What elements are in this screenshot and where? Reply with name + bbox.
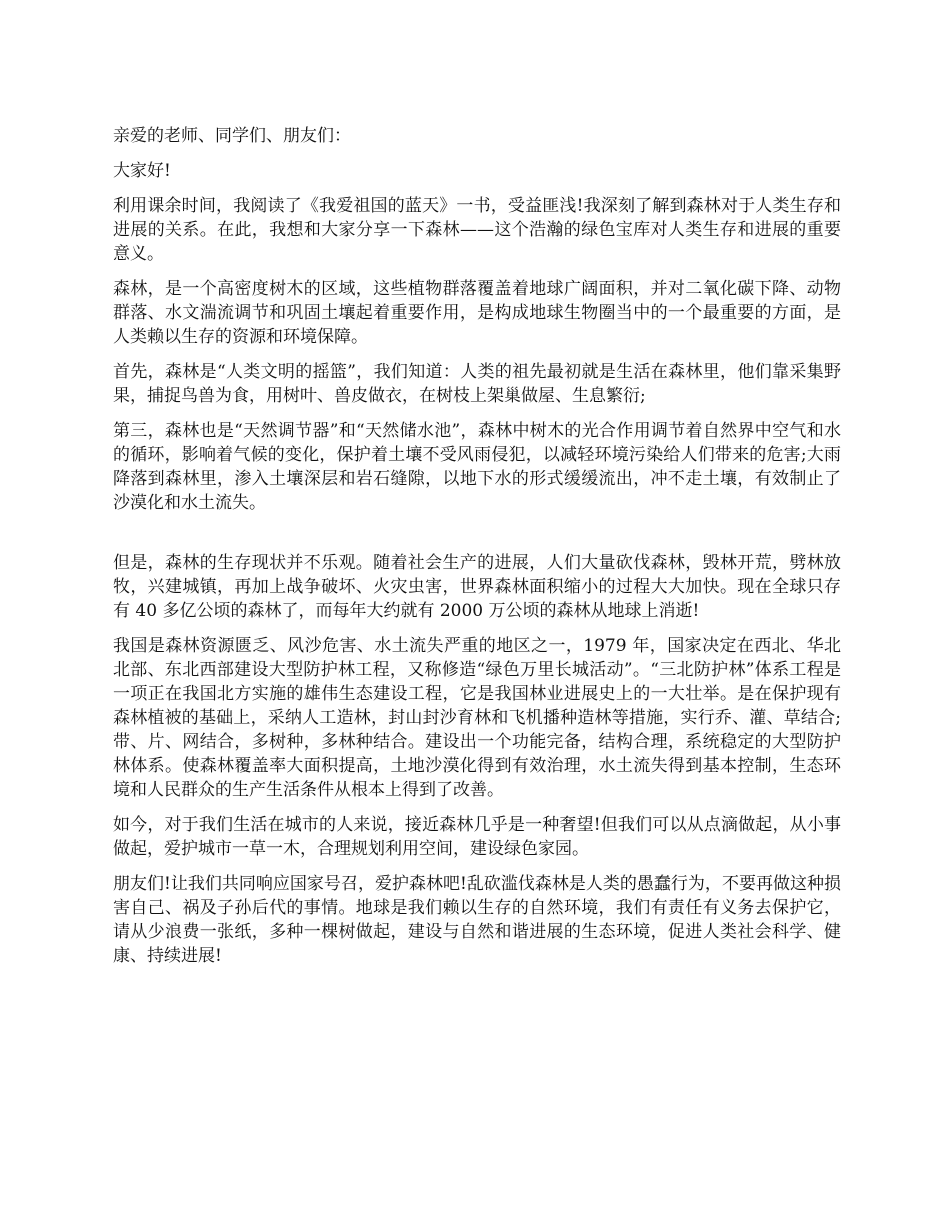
paragraph-city-life: 如今，对于我们生活在城市的人来说，接近森林几乎是一种奢望!但我们可以从点滴做起，从小事做起，爱护城市一草一木，合理规划利用空间，建设绿色家园。 bbox=[113, 815, 841, 859]
paragraph-natural-regulator: 第三，森林也是“天然调节器”和“天然储水池”，森林中树木的光合作用调节着自然界中空气和水的循环，影响着气候的变化，保护着土壤不受风雨侵犯，以减轻环境污染给人们带来的危害;大雨降落到森林里，渗入土壤深层和岩石缝隙，以地下水的形式缓缓流出，冲不走土壤，有效制止了沙漠化和水土流失。 bbox=[113, 421, 841, 513]
document-body bbox=[113, 124, 841, 979]
section-gap bbox=[113, 526, 841, 551]
paragraph-forest-definition: 森林，是一个高密度树木的区域，这些植物群落覆盖着地球广阔面积，并对二氧化碳下降、动物群落、水文湍流调节和巩固土壤起着重要作用，是构成地球生物圈当中的一个最重要的方面，是人类赖以生存的资源和环境保障。 bbox=[113, 279, 841, 347]
paragraph-intro: 利用课余时间，我阅读了《我爱祖国的蓝天》一书，受益匪浅!我深刻了解到森林对于人类生存和进展的关系。在此，我想和大家分享一下森林——这个浩瀚的绿色宝库对人类生存和进展的重要意义。 bbox=[113, 196, 841, 264]
paragraph-call-to-action: 朋友们!让我们共同响应国家号召，爱护森林吧!乱砍滥伐森林是人类的愚蠢行为，不要再做这种损害自己、祸及子孙后代的事情。地球是我们赖以生存的自然环境，我们有责任有义务去保护它，请从少浪费一张纸，多种一棵树做起，建设与自然和谐进展的生态环境，促进人类社会科学、健康、持续进展! bbox=[113, 874, 841, 966]
greeting: 大家好! bbox=[113, 161, 171, 181]
paragraph-three-north-shelterbelt: 我国是森林资源匮乏、风沙危害、水土流失严重的地区之一，1979 年，国家决定在西北、华北北部、东北西部建设大型防护林工程，又称修造“绿色万里长城活动”。“三北防护林”体系工程是一项正在我国北方实施的雄伟生态建设工程，它是我国林业进展史上的一大壮举。是在保护现有森林植被的基础上，采纳人工造林，封山封沙育林和飞机播种造林等措施，实行乔、灌、草结合;带、片、网结合，多树种，多林种结合。建设出一个功能完备，结构合理，系统稳定的大型防护林体系。使森林覆盖率大面积提高，土地沙漠化得到有效治理，水土流失得到基本控制，生态环境和人民群众的生产生活条件从根本上得到了改善。 bbox=[113, 636, 841, 800]
paragraph-cradle-of-civilization: 首先，森林是“人类文明的摇篮”，我们知道：人类的祖先最初就是生活在森林里，他们靠采集野果，捕捉鸟兽为食，用树叶、兽皮做衣，在树枝上架巢做屋、生息繁衍; bbox=[113, 362, 841, 406]
salutation: 亲爱的老师、同学们、朋友们： bbox=[113, 126, 351, 146]
paragraph-forest-decline: 但是，森林的生存现状并不乐观。随着社会生产的进展，人们大量砍伐森林，毁林开荒，劈林放牧，兴建城镇，再加上战争破坏、火灾虫害，世界森林面积缩小的过程大大加快。现在全球只存有 40 多亿公顷的森林了，而每年大约就有 2000 万公顷的森林从地球上消逝! bbox=[113, 553, 841, 621]
